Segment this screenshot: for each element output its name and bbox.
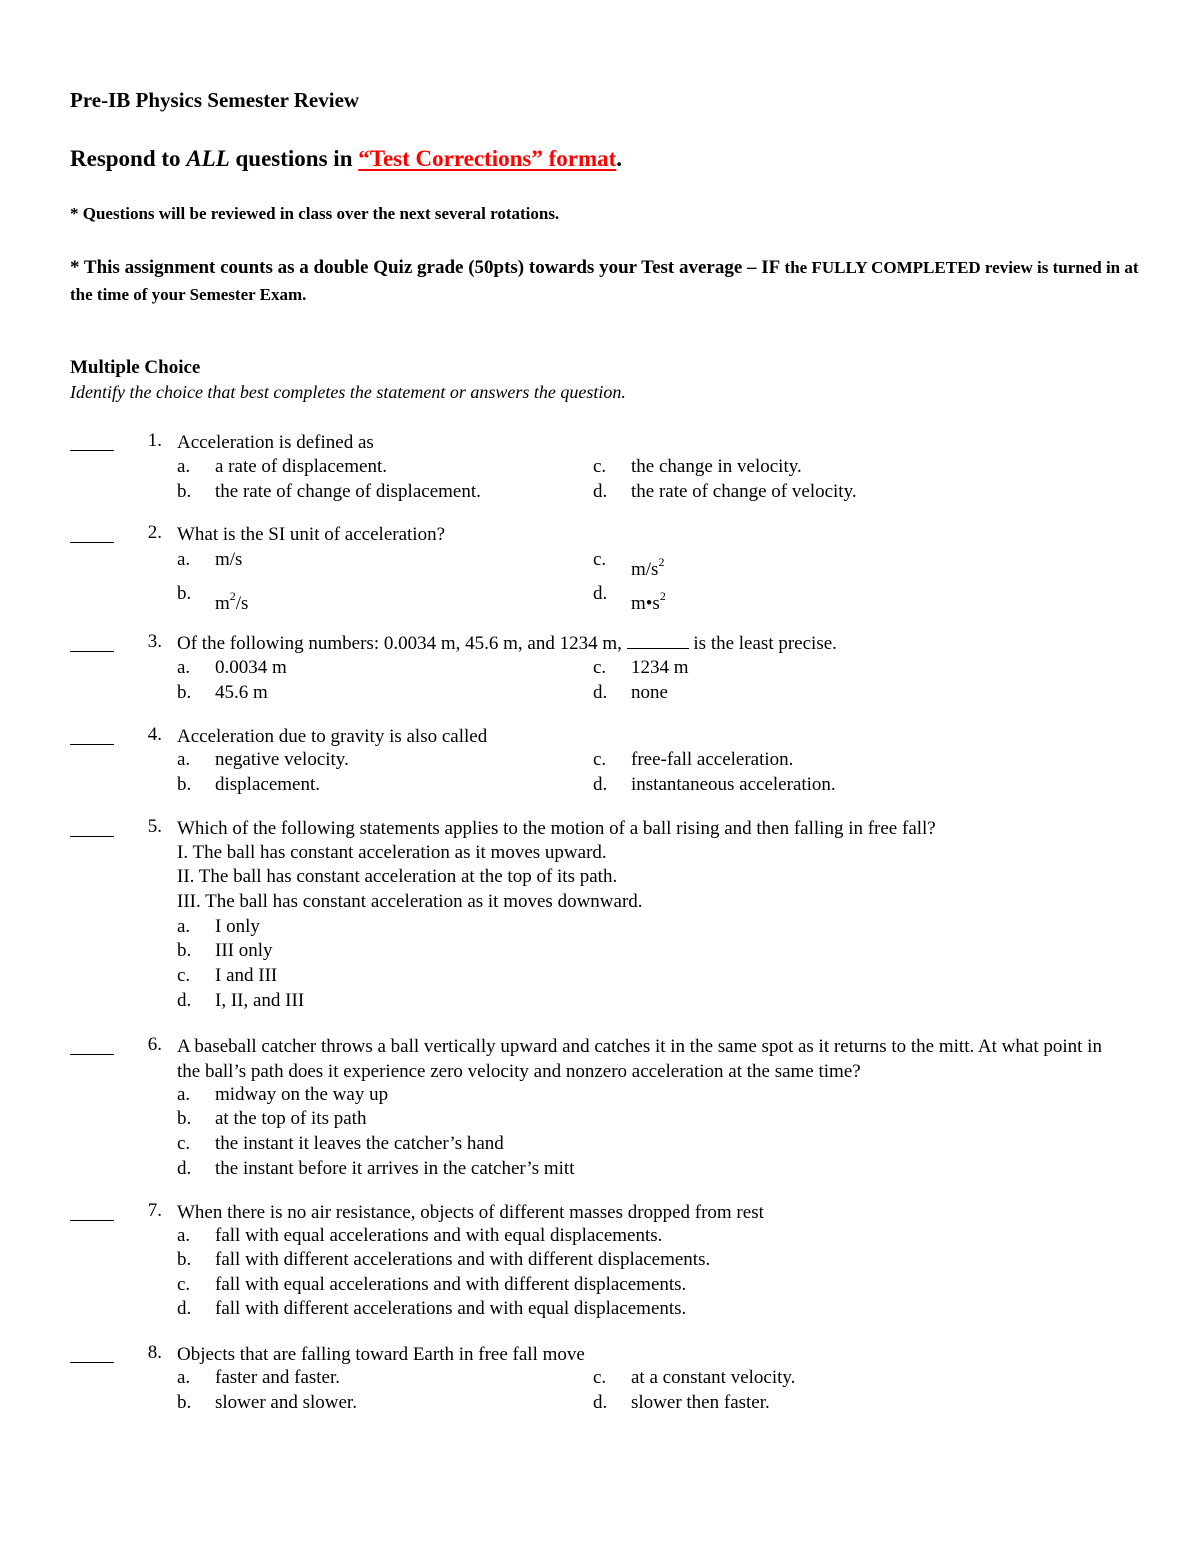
question-number: 2. [147, 522, 162, 543]
respond-instruction: Respond to ALL questions in “Test Corrections” format. [70, 146, 623, 171]
grade-note: * This assignment counts as a double Quiz grade (50pts) towards your Test average – IF the FULLY COMPLETED review is turned in at the time of your Semester Exam. [70, 257, 1139, 304]
question-number: 3. [147, 631, 162, 652]
question-text: Objects that are falling toward Earth in free fall move [177, 1344, 585, 1365]
statement-3: III. The ball has constant acceleration as it moves downward. [177, 891, 643, 912]
answer-blank[interactable] [70, 818, 114, 837]
section-heading: Multiple Choice [70, 357, 201, 378]
question-text: Acceleration is defined as [177, 432, 374, 453]
question-text: What is the SI unit of acceleration? [177, 524, 446, 545]
statement-2: II. The ball has constant acceleration at the top of its path. [177, 866, 618, 887]
answer-blank[interactable] [70, 1344, 114, 1363]
answer-blank[interactable] [70, 432, 114, 451]
document-page: Pre-IB Physics Semester Review Respond to ALL questions in “Test Corrections” format. * Questions will be reviewed in class over the next several rotations. * This assignment counts as a double Quiz grade (50pts) towards your Test average – IF the FULLY COMPLETED review is turned in at the time of your Semester Exam. Multiple Choice Identify the choice that best completes the statement or answers the question. 1. Acceleration is defined as a. a rate of displacement. b. the rate of change of displacement. c. the change in velocity. d. the rate of change of velocity. 2. What is the SI unit of acceleration? a. m/s b. $m^2/s$ c. $m/s^2$ d. $m•s^2$ 3. Of the following numbers: 0.0034 m, 45.6 m, and 1234 m, is the least precise. a. 0.0034 m b. 45.6 m c. 1234 m d. none 4. Acceleration due to gravity is also called a. negative velocity. b. displacement. c. free-fall acceleration. d. instantaneous acceleration. 5. Which of the following statements applies to the motion of a ball rising and then falling in free fall? I. The ball has constant acceleration as it moves upward. II. The ball has constant acceleration at the top of its path. III. The ball has constant acceleration as it moves downward. a. I only b. III only c. I and III d. I, II, and III 6. A baseball catcher throws a ball vertically upward and catches it in the same spot as it returns to the mitt. At what point in the ball’s path does it experience zero velocity and nonzero acceleration at the same time? a. midway on the way up b. at the top of its path c. the instant it leaves the catcher’s hand d. the instant before it arrives in the catcher’s mitt 7. When there is no air resistance, objects of different masses dropped from rest a. fall with equal accelerations and with equal displacements. b. fall with different accelerations and with different displacements. c. fall with equal accelerations and with different displacements. d. fall with different accelerations and with equal displacements. 8. Objects that are falling toward Earth in free fall move a. faster and faster. b. slower and slower. c. at a constant velocity. d. slower then faster. [70, 88, 1139, 1413]
answer-blank[interactable] [70, 1202, 114, 1221]
question-text: Acceleration due to gravity is also called [177, 726, 488, 747]
question-text: When there is no air resistance, objects of different masses dropped from rest [177, 1202, 764, 1223]
answer-blank[interactable] [70, 633, 114, 652]
question-text: Of the following numbers: 0.0034 m, 45.6 m, and 1234 m, is the least precise. [177, 633, 837, 654]
review-note: * Questions will be reviewed in class over the next several rotations. [70, 204, 560, 223]
answer-blank[interactable] [70, 726, 114, 745]
test-corrections-link[interactable]: “Test Corrections” format [358, 146, 617, 171]
question-number: 6. [147, 1034, 162, 1055]
question-text: Which of the following statements applies to the motion of a ball rising and then falling in free fall? [177, 818, 936, 839]
page-title: Pre-IB Physics Semester Review [70, 88, 360, 112]
section-instructions: Identify the choice that best completes the statement or answers the question. [70, 382, 626, 402]
fill-in-blank [627, 634, 689, 649]
question-number: 1. [147, 430, 162, 451]
answer-blank[interactable] [70, 524, 114, 543]
question-number: 5. [147, 816, 162, 837]
question-number: 4. [147, 724, 162, 745]
statement-1: I. The ball has constant acceleration as it moves upward. [177, 842, 607, 863]
question-text: A baseball catcher throws a ball vertically upward and catches it in the same spot as it returns to the mitt. At what point in the ball’s path does it experience zero velocity and nonzero acceleration at the same time? [177, 1036, 1102, 1082]
question-number: 8. [147, 1342, 162, 1363]
question-number: 7. [147, 1200, 162, 1221]
answer-blank[interactable] [70, 1036, 114, 1055]
